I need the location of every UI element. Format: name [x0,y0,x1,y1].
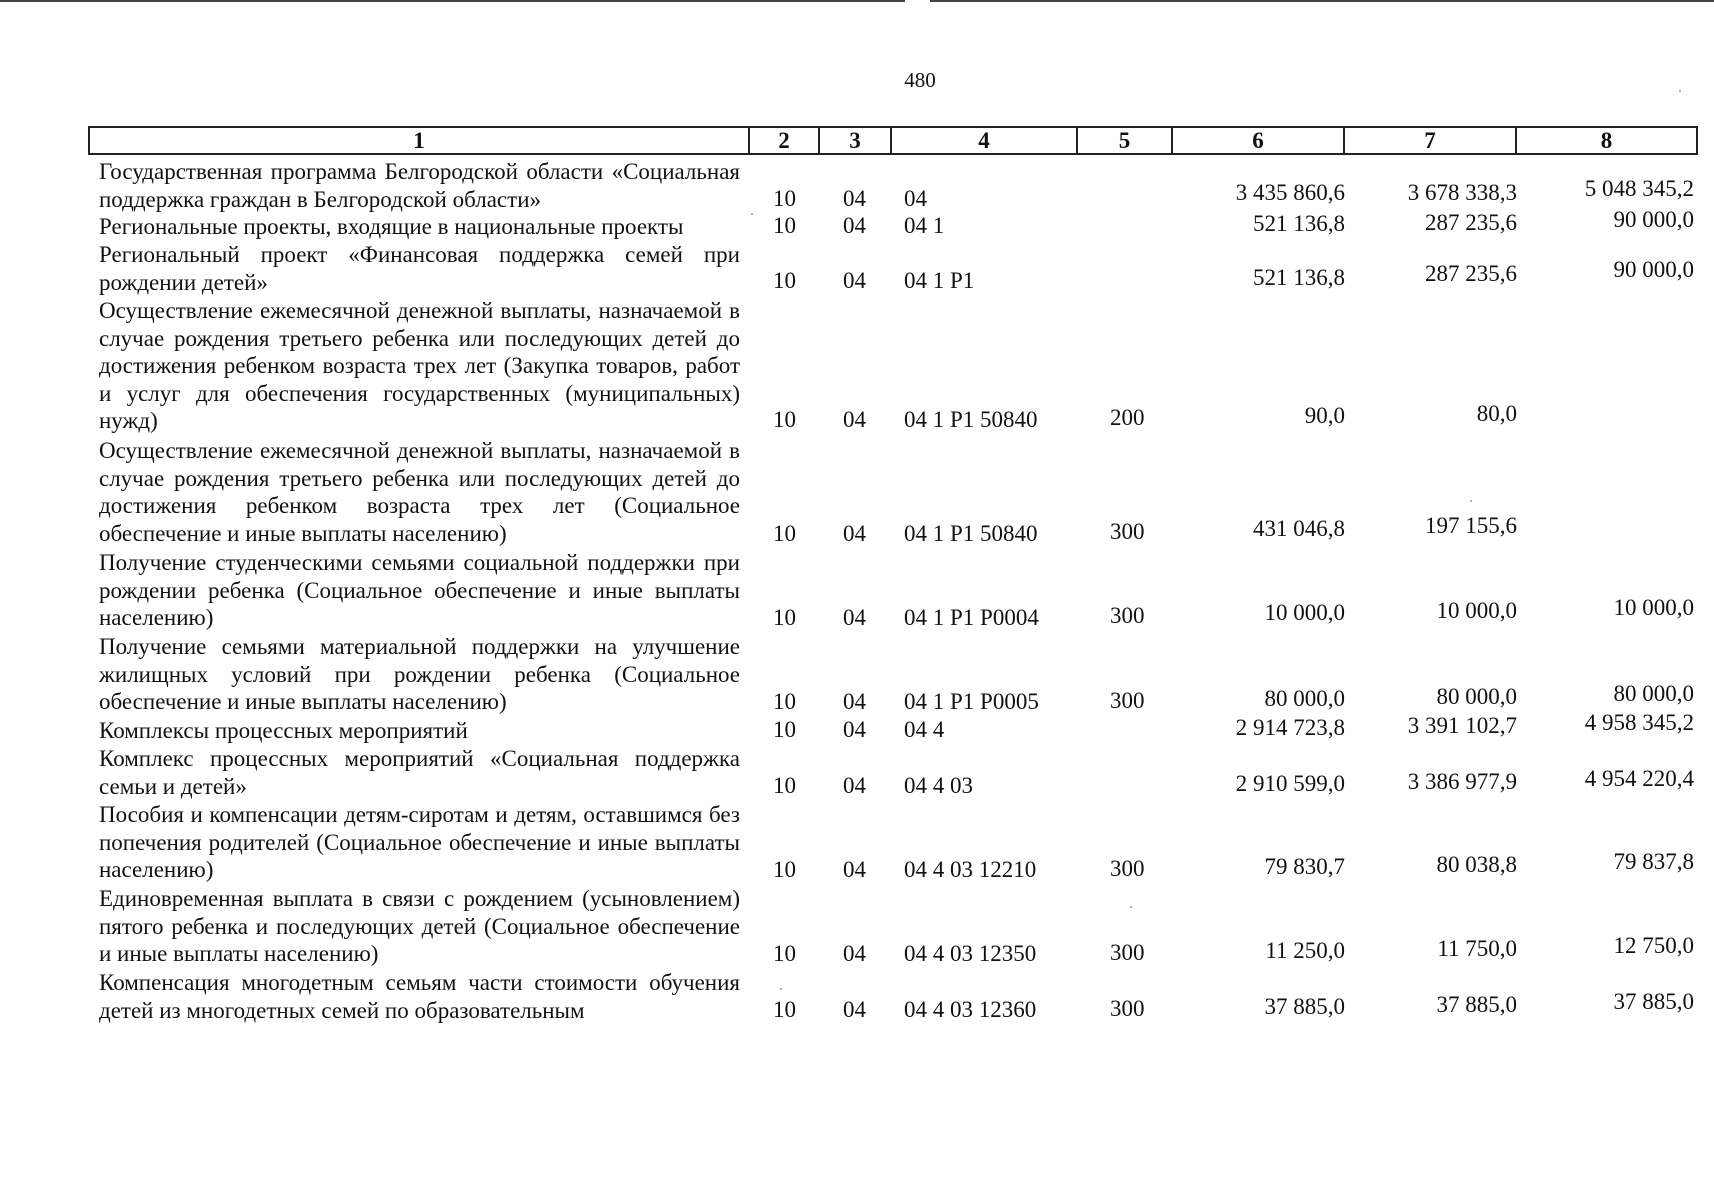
cell-col-6: 37 885,0 [1264,994,1345,1019]
cell-col-8: 37 885,0 [1613,989,1694,1014]
cell-col-2: 10 [773,605,796,630]
cell-col-7: 3 386 977,9 [1407,769,1517,794]
cell-col-6: 521 136,8 [1253,265,1345,290]
scan-speck [1470,500,1472,502]
cell-col-8: 5 048 345,2 [1584,176,1694,201]
cell-col-3: 04 [843,407,866,432]
scan-speck [1130,906,1132,908]
cell-col-3: 04 [843,773,866,798]
cell-col-4: 04 1 [904,213,945,238]
cell-col-8: 79 837,8 [1613,849,1694,874]
cell-col-3: 04 [843,857,866,882]
header-col-5: 5 [1077,127,1172,154]
cell-col-7: 287 235,6 [1425,261,1517,286]
header-col-4: 4 [891,127,1077,154]
cell-col-3: 04 [843,521,866,546]
cell-col-4: 04 4 [904,717,945,742]
page-number: 480 [904,68,936,92]
cell-col-4: 04 1 P1 [904,268,975,293]
cell-col-7: 80 038,8 [1436,852,1517,877]
row-description: Государственная программа Белгородской области «Социальная поддержка граждан в Белгородской области» [99,159,740,212]
row-description: Комплекс процессных мероприятий «Социальная поддержка семьи и детей» [99,746,740,799]
cell-col-7: 3 678 338,3 [1407,180,1517,205]
cell-col-6: 521 136,8 [1253,211,1345,236]
scan-speck [751,213,753,215]
cell-col-2: 10 [773,941,796,966]
cell-col-3: 04 [843,605,866,630]
cell-col-2: 10 [773,268,796,293]
cell-col-4: 04 1 P1 P0005 [904,689,1039,714]
cell-col-2: 10 [773,521,796,546]
row-description: Единовременная выплата в связи с рождением (усыновлением) пятого ребенка и последующих детей (Социальное обеспечение и иные выплаты населению) [99,886,740,966]
cell-col-5: 300 [1110,519,1145,544]
row-description: Осуществление ежемесячной денежной выплаты, назначаемой в случае рождения третьего ребенка или последующих детей до достижения ребенком возраста трех лет (Социальное обеспечение и иные выплаты населению) [99,438,740,546]
scan-edge-line [930,0,1714,2]
cell-col-6: 79 830,7 [1264,854,1345,879]
cell-col-6: 2 914 723,8 [1235,715,1345,740]
cell-col-7: 80,0 [1476,401,1517,426]
row-description: Пособия и компенсации детям-сиротам и детям, оставшимся без попечения родителей (Социальное обеспечение и иные выплаты населению) [99,802,740,882]
cell-col-2: 10 [773,689,796,714]
cell-col-3: 04 [843,213,866,238]
row-description: Получение семьями материальной поддержки на улучшение жилищных условий при рождении ребенка (Социальное обеспечение и иные выплаты населению) [99,634,740,714]
cell-col-8: 10 000,0 [1613,595,1694,620]
cell-col-5: 300 [1110,856,1145,881]
cell-col-7: 287 235,6 [1425,210,1517,235]
cell-col-7: 3 391 102,7 [1407,713,1517,738]
cell-col-4: 04 1 P1 50840 [904,521,1038,546]
cell-col-4: 04 1 P1 50840 [904,407,1038,432]
cell-col-8: 90 000,0 [1613,257,1694,282]
cell-col-4: 04 4 03 12350 [904,941,1037,966]
cell-col-8: 4 958 345,2 [1584,710,1694,735]
row-description: Компенсация многодетным семьям части стоимости обучения детей из многодетных семей по образовательным [99,970,740,1023]
cell-col-8: 12 750,0 [1613,933,1694,958]
cell-col-6: 80 000,0 [1264,686,1345,711]
scan-edge-line [0,0,905,2]
row-description: Региональные проекты, входящие в национальные проекты [99,214,684,239]
cell-col-2: 10 [773,717,796,742]
cell-col-3: 04 [843,689,866,714]
cell-col-6: 11 250,0 [1265,938,1345,963]
cell-col-7: 197 155,6 [1425,513,1517,538]
cell-col-4: 04 [904,186,927,211]
row-description: Комплексы процессных мероприятий [99,718,468,743]
cell-col-5: 300 [1110,940,1145,965]
header-col-2: 2 [749,127,819,154]
cell-col-8: 80 000,0 [1613,681,1694,706]
header-col-1: 1 [89,127,749,154]
header-col-7: 7 [1344,127,1516,154]
cell-col-6: 10 000,0 [1264,600,1345,625]
cell-col-5: 300 [1110,996,1145,1021]
cell-col-7: 11 750,0 [1437,936,1517,961]
cell-col-3: 04 [843,268,866,293]
cell-col-3: 04 [843,941,866,966]
cell-col-6: 2 910 599,0 [1235,771,1345,796]
header-col-6: 6 [1172,127,1344,154]
cell-col-6: 431 046,8 [1253,516,1345,541]
cell-col-4: 04 4 03 [904,773,973,798]
cell-col-8: 90 000,0 [1613,207,1694,232]
cell-col-3: 04 [843,997,866,1022]
header-col-3: 3 [819,127,891,154]
cell-col-2: 10 [773,857,796,882]
cell-col-5: 300 [1110,688,1145,713]
scan-speck [780,988,782,990]
cell-col-8: 4 954 220,4 [1584,766,1694,791]
cell-col-7: 10 000,0 [1436,598,1517,623]
table-header [88,126,1698,155]
scan-speck [1679,90,1681,92]
cell-col-4: 04 1 P1 P0004 [904,605,1039,630]
header-col-8: 8 [1516,127,1697,154]
cell-col-2: 10 [773,407,796,432]
cell-col-5: 300 [1110,603,1145,628]
cell-col-2: 10 [773,186,796,211]
cell-col-5: 200 [1110,405,1145,430]
row-description: Осуществление ежемесячной денежной выплаты, назначаемой в случае рождения третьего ребенка или последующих детей до достижения ребенком возраста трех лет (Закупка товаров, работ и услуг для обеспечения государственных (муниципальных) нужд) [99,298,740,433]
cell-col-6: 90,0 [1304,403,1345,428]
cell-col-2: 10 [773,773,796,798]
row-description: Региональный проект «Финансовая поддержка семей при рождении детей» [99,242,740,295]
cell-col-7: 80 000,0 [1436,684,1517,709]
cell-col-6: 3 435 860,6 [1235,180,1345,205]
cell-col-2: 10 [773,213,796,238]
row-description: Получение студенческими семьями социальной поддержки при рождении ребенка (Социальное обеспечение и иные выплаты населению) [99,550,740,630]
cell-col-7: 37 885,0 [1436,992,1517,1017]
cell-col-4: 04 4 03 12360 [904,997,1037,1022]
cell-col-3: 04 [843,186,866,211]
cell-col-4: 04 4 03 12210 [904,857,1037,882]
cell-col-3: 04 [843,717,866,742]
cell-col-2: 10 [773,997,796,1022]
